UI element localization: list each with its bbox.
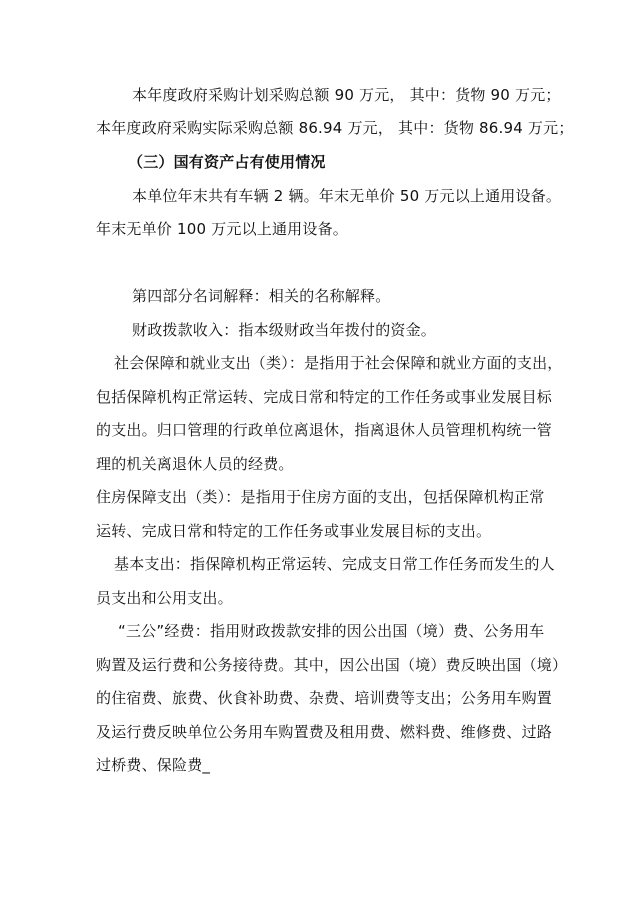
glossary-social-security-line: 社会保障和就业支出（类）：是指用于社会保障和就业方面的支出， xyxy=(114,354,563,372)
assets-heading: （三）国有资产占有使用情况 xyxy=(128,153,326,171)
glossary-housing-line: 运转、完成日常和特定的工作任务或事业发展目标的支出。 xyxy=(96,522,492,540)
glossary-housing-line: 住房保障支出（类）：是指用于住房方面的支出，包括保障机构正常 xyxy=(96,488,545,506)
assets-line-1: 本单位年末共有车辆 2 辆。年末无单价 50 万元以上通用设备。 xyxy=(132,187,562,205)
assets-line-2: 年末无单价 100 万元以上通用设备。 xyxy=(96,220,348,238)
glossary-social-security-line: 的支出。归口管理的行政单位离退休，指离退休人员管理机构统一管 xyxy=(96,421,553,439)
glossary-basic-expenditure-line: 基本支出：指保障机构正常运转、完成支日常工作任务而发生的人 xyxy=(114,555,555,573)
glossary-three-public-line: 及运行费反映单位公务用车购置费及租用费、燃料费、维修费、过路 xyxy=(96,723,553,741)
glossary-three-public-line: 的住宿费、旅费、伙食补助费、杂费、培训费等支出；公务用车购置 xyxy=(96,689,553,707)
glossary-three-public-line: 购置及运行费和公务接待费。其中，因公出国（境）费反映出国（境） xyxy=(96,656,568,674)
glossary-fiscal-appropriation: 财政拨款收入：指本级财政当年拨付的资金。 xyxy=(132,321,437,339)
glossary-three-public-line: “三公”经费：指用财政拨款安排的因公出国（境）费、公务用车 xyxy=(118,622,545,640)
glossary-title: 第四部分名词解释：相关的名称解释。 xyxy=(132,287,391,305)
glossary-three-public-line: 过桥费、保险费_ xyxy=(96,756,211,774)
procurement-plan-line: 本年度政府采购计划采购总额 90 万元， 其中：货物 90 万元； xyxy=(132,86,561,104)
glossary-social-security-line: 理的机关离退休人员的经费。 xyxy=(96,455,294,473)
glossary-social-security-line: 包括保障机构正常运转、完成日常和特定的工作任务或事业发展目标 xyxy=(96,388,553,406)
procurement-actual-line: 本年度政府采购实际采购总额 86.94 万元， 其中：货物 86.94 万元； xyxy=(96,119,574,137)
glossary-basic-expenditure-line: 员支出和公用支出。 xyxy=(96,589,233,607)
